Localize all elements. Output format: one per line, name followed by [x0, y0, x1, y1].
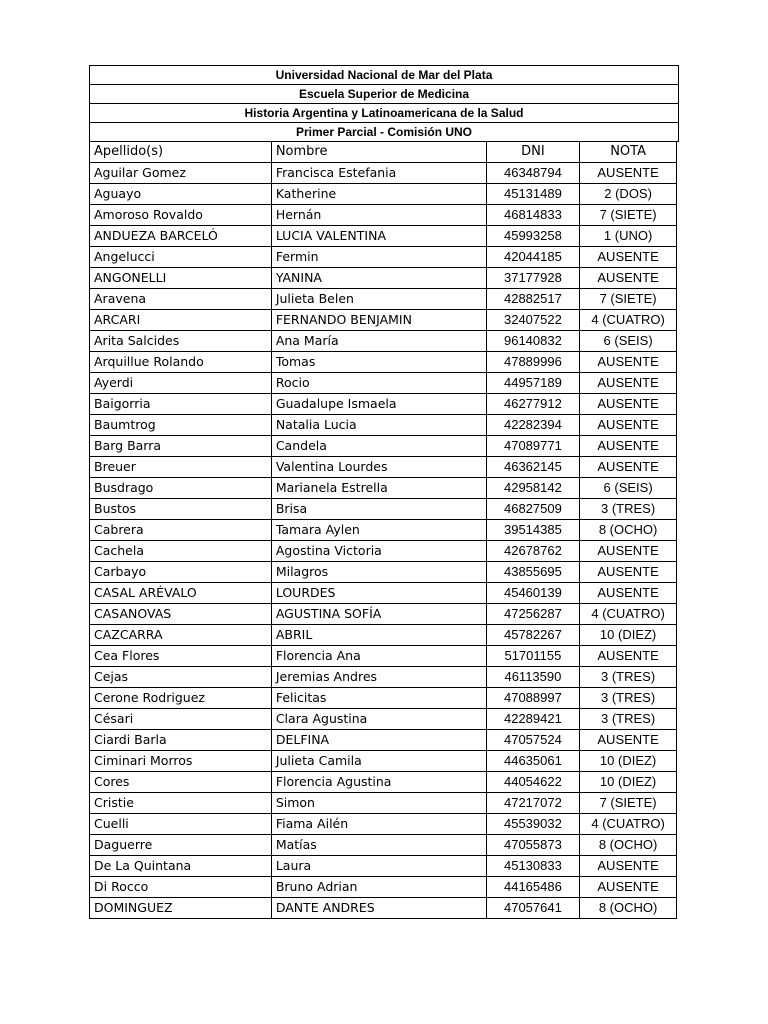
surname-cell: Aguayo — [90, 184, 272, 205]
name-cell: Tomas — [271, 352, 486, 373]
dni-cell: 46348794 — [486, 163, 580, 184]
dni-cell: 47089771 — [486, 436, 580, 457]
grade-cell: 3 (TRES) — [580, 667, 677, 688]
sheet-header — [89, 65, 679, 142]
name-cell: Florencia Ana — [271, 646, 486, 667]
table-row — [90, 583, 677, 604]
name-cell: ABRIL — [271, 625, 486, 646]
surname-cell: Baumtrog — [90, 415, 272, 436]
name-cell: Felicitas — [271, 688, 486, 709]
name-cell: DANTE ANDRES — [271, 898, 486, 919]
grade-cell: AUSENTE — [580, 436, 677, 457]
table-row — [90, 877, 677, 898]
grade-cell: 3 (TRES) — [580, 688, 677, 709]
dni-cell: 44165486 — [486, 877, 580, 898]
surname-cell: Carbayo — [90, 562, 272, 583]
name-cell: Natalia Lucia — [271, 415, 486, 436]
surname-cell: Amoroso Rovaldo — [90, 205, 272, 226]
surname-cell: Breuer — [90, 457, 272, 478]
table-row — [90, 856, 677, 877]
grade-cell: AUSENTE — [580, 730, 677, 751]
name-cell: Jeremias Andres — [271, 667, 486, 688]
name-cell: DELFINA — [271, 730, 486, 751]
name-cell: Laura — [271, 856, 486, 877]
table-row — [90, 793, 677, 814]
dni-cell: 47057524 — [486, 730, 580, 751]
table-row — [90, 562, 677, 583]
university-title: Universidad Nacional de Mar del Plata — [90, 66, 679, 85]
name-cell: Clara Agustina — [271, 709, 486, 730]
table-row — [90, 499, 677, 520]
name-cell: Rocio — [271, 373, 486, 394]
table-row — [90, 415, 677, 436]
name-cell: Tamara Aylen — [271, 520, 486, 541]
name-cell: Fermin — [271, 247, 486, 268]
col-header-surname: Apellido(s) — [90, 142, 272, 163]
name-cell: Brisa — [271, 499, 486, 520]
grade-cell: AUSENTE — [580, 163, 677, 184]
dni-cell: 47217072 — [486, 793, 580, 814]
dni-cell: 44957189 — [486, 373, 580, 394]
grade-cell: AUSENTE — [580, 268, 677, 289]
dni-cell: 47256287 — [486, 604, 580, 625]
surname-cell: Cachela — [90, 541, 272, 562]
table-row — [90, 625, 677, 646]
surname-cell: Arita Salcides — [90, 331, 272, 352]
dni-cell: 42282394 — [486, 415, 580, 436]
grade-cell: 2 (DOS) — [580, 184, 677, 205]
name-cell: Candela — [271, 436, 486, 457]
name-cell: LUCIA VALENTINA — [271, 226, 486, 247]
surname-cell: Angelucci — [90, 247, 272, 268]
dni-cell: 42289421 — [486, 709, 580, 730]
surname-cell: Bustos — [90, 499, 272, 520]
dni-cell: 43855695 — [486, 562, 580, 583]
dni-cell: 45131489 — [486, 184, 580, 205]
grade-cell: AUSENTE — [580, 457, 677, 478]
dni-cell: 42882517 — [486, 289, 580, 310]
grade-cell: AUSENTE — [580, 856, 677, 877]
dni-cell: 46362145 — [486, 457, 580, 478]
surname-cell: Césari — [90, 709, 272, 730]
dni-cell: 44635061 — [486, 751, 580, 772]
surname-cell: ANDUEZA BARCELÓ — [90, 226, 272, 247]
dni-cell: 42958142 — [486, 478, 580, 499]
name-cell: Valentina Lourdes — [271, 457, 486, 478]
grade-cell: AUSENTE — [580, 646, 677, 667]
dni-cell: 96140832 — [486, 331, 580, 352]
grade-cell: 10 (DIEZ) — [580, 625, 677, 646]
dni-cell: 45993258 — [486, 226, 580, 247]
surname-cell: De La Quintana — [90, 856, 272, 877]
grade-cell: 10 (DIEZ) — [580, 772, 677, 793]
grade-cell: 6 (SEIS) — [580, 478, 677, 499]
surname-cell: Aguilar Gomez — [90, 163, 272, 184]
dni-cell: 45782267 — [486, 625, 580, 646]
table-row — [90, 226, 677, 247]
dni-cell: 45539032 — [486, 814, 580, 835]
grade-cell: AUSENTE — [580, 877, 677, 898]
surname-cell: ANGONELLI — [90, 268, 272, 289]
surname-cell: Cabrera — [90, 520, 272, 541]
table-row — [90, 667, 677, 688]
dni-cell: 42044185 — [486, 247, 580, 268]
dni-cell: 47055873 — [486, 835, 580, 856]
dni-cell: 47889996 — [486, 352, 580, 373]
table-row — [90, 709, 677, 730]
name-cell: Matías — [271, 835, 486, 856]
grade-cell: AUSENTE — [580, 373, 677, 394]
surname-cell: DOMINGUEZ — [90, 898, 272, 919]
name-cell: Simon — [271, 793, 486, 814]
table-row — [90, 457, 677, 478]
name-cell: Guadalupe Ismaela — [271, 394, 486, 415]
name-cell: Milagros — [271, 562, 486, 583]
surname-cell: Busdrago — [90, 478, 272, 499]
grade-cell: 7 (SIETE) — [580, 793, 677, 814]
name-cell: Ana María — [271, 331, 486, 352]
dni-cell: 46827509 — [486, 499, 580, 520]
table-row — [90, 772, 677, 793]
surname-cell: Cerone Rodriguez — [90, 688, 272, 709]
table-row — [90, 394, 677, 415]
table-row — [90, 520, 677, 541]
dni-cell: 45460139 — [486, 583, 580, 604]
name-cell: LOURDES — [271, 583, 486, 604]
surname-cell: Baigorria — [90, 394, 272, 415]
name-cell: Katherine — [271, 184, 486, 205]
table-row — [90, 730, 677, 751]
grade-cell: 8 (OCHO) — [580, 835, 677, 856]
dni-cell: 32407522 — [486, 310, 580, 331]
table-row — [90, 310, 677, 331]
course-title: Historia Argentina y Latinoamericana de la Salud — [90, 104, 679, 123]
table-row — [90, 352, 677, 373]
grade-cell: 7 (SIETE) — [580, 289, 677, 310]
surname-cell: Arquillue Rolando — [90, 352, 272, 373]
surname-cell: Ayerdi — [90, 373, 272, 394]
table-row — [90, 478, 677, 499]
exam-title: Primer Parcial - Comisión UNO — [90, 123, 679, 142]
grade-cell: AUSENTE — [580, 562, 677, 583]
grade-cell: AUSENTE — [580, 541, 677, 562]
dni-cell: 46113590 — [486, 667, 580, 688]
table-row — [90, 184, 677, 205]
col-header-name: Nombre — [271, 142, 486, 163]
table-row — [90, 268, 677, 289]
grade-cell: 10 (DIEZ) — [580, 751, 677, 772]
name-cell: Francisca Estefania — [271, 163, 486, 184]
surname-cell: Ciminari Morros — [90, 751, 272, 772]
surname-cell: ARCARI — [90, 310, 272, 331]
grade-cell: 4 (CUATRO) — [580, 814, 677, 835]
table-row — [90, 373, 677, 394]
col-header-grade: NOTA — [580, 142, 677, 163]
name-cell: FERNANDO BENJAMIN — [271, 310, 486, 331]
table-row — [90, 331, 677, 352]
name-cell: Florencia Agustina — [271, 772, 486, 793]
name-cell: Bruno Adrian — [271, 877, 486, 898]
col-header-dni: DNI — [486, 142, 580, 163]
grade-cell: 4 (CUATRO) — [580, 604, 677, 625]
dni-cell: 47088997 — [486, 688, 580, 709]
table-row — [90, 436, 677, 457]
surname-cell: Cores — [90, 772, 272, 793]
grade-cell: AUSENTE — [580, 583, 677, 604]
surname-cell: Di Rocco — [90, 877, 272, 898]
name-cell: YANINA — [271, 268, 486, 289]
name-cell: Julieta Camila — [271, 751, 486, 772]
dni-cell: 44054622 — [486, 772, 580, 793]
surname-cell: Ciardi Barla — [90, 730, 272, 751]
dni-cell: 45130833 — [486, 856, 580, 877]
grade-cell: 1 (UNO) — [580, 226, 677, 247]
surname-cell: Cristie — [90, 793, 272, 814]
dni-cell: 39514385 — [486, 520, 580, 541]
table-row — [90, 898, 677, 919]
surname-cell: Aravena — [90, 289, 272, 310]
table-row — [90, 163, 677, 184]
grade-cell: AUSENTE — [580, 247, 677, 268]
table-row — [90, 289, 677, 310]
surname-cell: CAZCARRA — [90, 625, 272, 646]
name-cell: Agostina Victoria — [271, 541, 486, 562]
school-title: Escuela Superior de Medicina — [90, 85, 679, 104]
grades-sheet — [89, 65, 679, 919]
surname-cell: Daguerre — [90, 835, 272, 856]
table-row — [90, 205, 677, 226]
table-row — [90, 835, 677, 856]
surname-cell: Cea Flores — [90, 646, 272, 667]
grade-cell: 3 (TRES) — [580, 499, 677, 520]
table-row — [90, 247, 677, 268]
grade-cell: 3 (TRES) — [580, 709, 677, 730]
surname-cell: Barg Barra — [90, 436, 272, 457]
table-row — [90, 646, 677, 667]
surname-cell: CASAL ARÉVALO — [90, 583, 272, 604]
table-row — [90, 814, 677, 835]
table-row — [90, 688, 677, 709]
grades-table — [89, 141, 677, 919]
table-row — [90, 541, 677, 562]
dni-cell: 37177928 — [486, 268, 580, 289]
dni-cell: 46277912 — [486, 394, 580, 415]
name-cell: Julieta Belen — [271, 289, 486, 310]
dni-cell: 47057641 — [486, 898, 580, 919]
table-row — [90, 604, 677, 625]
dni-cell: 51701155 — [486, 646, 580, 667]
table-row — [90, 751, 677, 772]
surname-cell: CASANOVAS — [90, 604, 272, 625]
name-cell: Marianela Estrella — [271, 478, 486, 499]
grade-cell: 6 (SEIS) — [580, 331, 677, 352]
grade-cell: 4 (CUATRO) — [580, 310, 677, 331]
grade-cell: 8 (OCHO) — [580, 520, 677, 541]
grade-cell: 8 (OCHO) — [580, 898, 677, 919]
surname-cell: Cuelli — [90, 814, 272, 835]
dni-cell: 46814833 — [486, 205, 580, 226]
name-cell: Fiama Ailén — [271, 814, 486, 835]
dni-cell: 42678762 — [486, 541, 580, 562]
grade-cell: AUSENTE — [580, 415, 677, 436]
grade-cell: AUSENTE — [580, 394, 677, 415]
grade-cell: AUSENTE — [580, 352, 677, 373]
surname-cell: Cejas — [90, 667, 272, 688]
table-header-row — [90, 142, 677, 163]
grade-cell: 7 (SIETE) — [580, 205, 677, 226]
name-cell: Hernán — [271, 205, 486, 226]
name-cell: AGUSTINA SOFÍA — [271, 604, 486, 625]
